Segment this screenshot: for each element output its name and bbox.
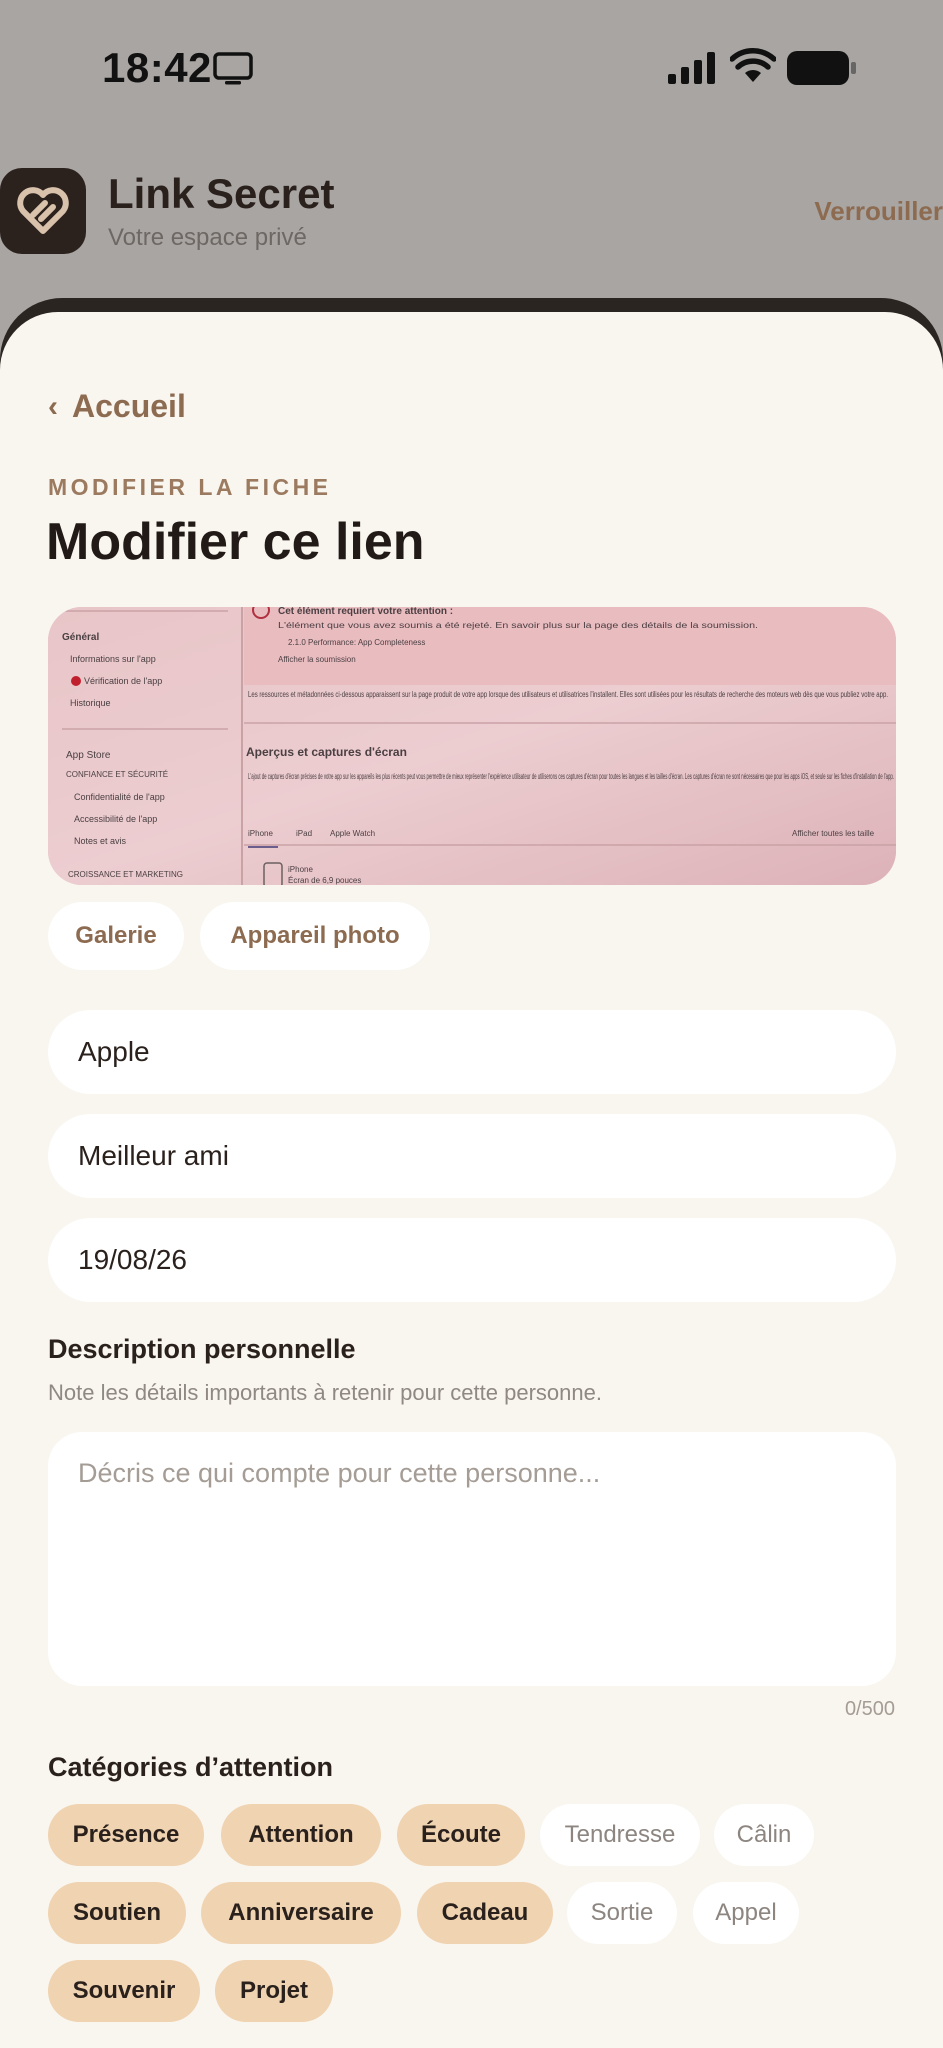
preview-trust-item: Notes et avis xyxy=(74,836,127,846)
preview-device-label: iPhone xyxy=(288,865,313,874)
preview-alert-title: Cet élément requiert votre attention : xyxy=(278,607,454,617)
category-chip[interactable]: Sortie xyxy=(567,1882,677,1944)
battery-icon xyxy=(786,50,858,86)
preview-tab: Apple Watch xyxy=(330,829,376,838)
photo-content xyxy=(48,607,896,885)
description-textarea[interactable]: Décris ce qui compte pour cette personne... xyxy=(48,1432,896,1686)
status-time: 18:42 xyxy=(102,44,212,91)
category-chip[interactable]: Soutien xyxy=(48,1882,186,1944)
preview-side-item: Informations sur l'app xyxy=(70,654,156,664)
category-chip[interactable]: Tendresse xyxy=(540,1804,700,1866)
preview-alert-link: Afficher la soumission xyxy=(278,655,356,664)
preview-side-header: Général xyxy=(62,632,100,643)
link-photo[interactable] xyxy=(48,607,896,885)
category-chip[interactable]: Appel xyxy=(693,1882,799,1944)
camera-button[interactable]: Appareil photo xyxy=(200,902,430,970)
preview-side-item: Vérification de l'app xyxy=(84,676,163,686)
category-chip[interactable]: Présence xyxy=(48,1804,204,1866)
category-chip[interactable]: Projet xyxy=(215,1960,333,2022)
page-eyebrow: MODIFIER LA FICHE xyxy=(48,474,332,500)
chevron-left-icon: ‹ xyxy=(48,389,58,423)
category-chip[interactable]: Câlin xyxy=(714,1804,814,1866)
description-title: Description personnelle xyxy=(48,1334,356,1364)
date-field[interactable]: 19/08/26 xyxy=(48,1218,896,1302)
preview-alert-bullet: 2.1.0 Performance: App Completeness xyxy=(288,638,426,647)
back-button[interactable] xyxy=(48,388,186,425)
cellular-signal-icon xyxy=(668,52,716,84)
preview-tab: iPad xyxy=(296,829,313,838)
app-title: Link Secret xyxy=(108,170,335,217)
category-chip[interactable]: Écoute xyxy=(397,1804,525,1866)
category-chip[interactable]: Souvenir xyxy=(48,1960,200,2022)
page-title: Modifier ce lien xyxy=(46,513,425,571)
category-chip[interactable]: Cadeau xyxy=(417,1882,553,1944)
preview-trust-header: CONFIANCE ET SÉCURITÉ xyxy=(66,770,169,779)
name-field[interactable]: Apple xyxy=(48,1010,896,1094)
app-subtitle: Votre espace privé xyxy=(108,224,307,251)
preview-alert-line: L'élément que vous avez soumis a été rejeté. En savoir plus sur la page des détails de la soumission. xyxy=(278,621,758,630)
app-logo xyxy=(0,168,86,254)
preview-tab: iPhone xyxy=(248,829,273,838)
wifi-icon xyxy=(730,48,776,84)
gallery-button[interactable]: Galerie xyxy=(48,902,184,970)
preview-section-text: L'ajout de captures d'écran précises de votre app sur les appareils les plus récents peut vous permettre de mieux représenter l'expérience utilisateur de utiliserons ces captures d'écran pour toutes les langues et les tailles d'écran. Les captures d'écran ne sont nécessaires que pour les apps iOS, et seule sur les fiches d'installation de l'app. xyxy=(248,772,894,781)
description-hint: Note les détails importants à retenir pour cette personne. xyxy=(48,1380,602,1405)
preview-trust-item: Accessibilité de l'app xyxy=(74,814,158,824)
preview-store-header: App Store xyxy=(66,750,111,761)
preview-device-sub: Écran de 6,9 pouces xyxy=(288,876,362,885)
preview-resources-text: Les ressources et métadonnées ci-dessous apparaissent sur la page produit de votre app lorsque des utilisateurs et utilisatrices l'installent. Elles sont utilisées pour les résultats de recherche des moteurs web dès que vous publiez votre app. xyxy=(248,690,888,699)
category-chip[interactable]: Attention xyxy=(221,1804,381,1866)
description-counter: 0/500 xyxy=(844,1698,895,1720)
screen-mirroring-icon xyxy=(213,52,253,86)
categories-title: Catégories d’attention xyxy=(48,1752,334,1782)
edit-link-sheet xyxy=(0,312,943,2048)
status-bar xyxy=(0,0,943,140)
heart-link-icon xyxy=(13,181,73,241)
app-header xyxy=(0,160,943,280)
preview-side-item: Historique xyxy=(70,698,111,708)
preview-trust-item: Confidentialité de l'app xyxy=(74,792,165,802)
preview-show-all: Afficher toutes les taille xyxy=(792,829,875,838)
lock-button[interactable]: Verrouiller xyxy=(814,196,943,226)
category-chip[interactable]: Anniversaire xyxy=(201,1882,401,1944)
back-label: Accueil xyxy=(72,388,186,424)
relationship-field[interactable]: Meilleur ami xyxy=(48,1114,896,1198)
preview-section-title: Aperçus et captures d'écran xyxy=(246,745,407,759)
preview-growth-header: CROISSANCE ET MARKETING xyxy=(68,870,183,879)
